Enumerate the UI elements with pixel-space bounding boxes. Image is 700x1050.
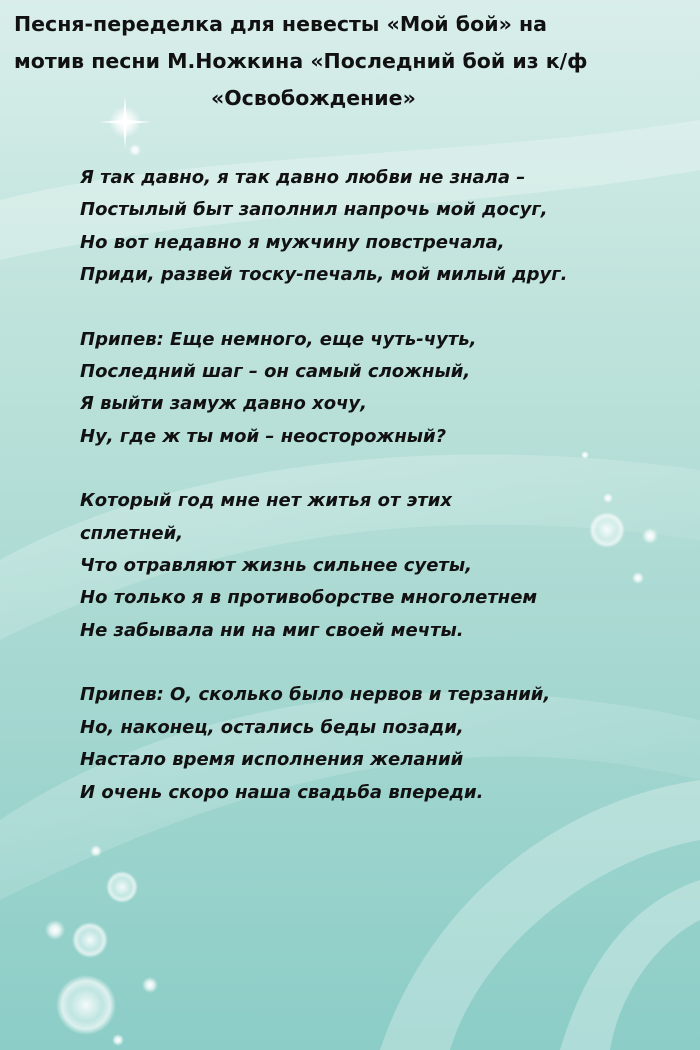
sparkle-icon bbox=[45, 920, 65, 940]
chorus-1 bbox=[80, 324, 680, 454]
sparkle-icon bbox=[142, 977, 158, 993]
lyric-line: Но только я в противоборстве многолетнем bbox=[80, 587, 538, 609]
lyric-line: Ну, где ж ты мой – неосторожный? bbox=[80, 425, 447, 447]
lyric-line: И очень скоро наша свадьба впереди. bbox=[80, 781, 484, 803]
lyric-line: Я так давно, я так давно любви не знала – bbox=[80, 167, 526, 188]
lyric-line: Припев: Еще немного, еще чуть-чуть, bbox=[80, 328, 477, 350]
sparkle-icon bbox=[112, 1034, 124, 1046]
verse-2 bbox=[80, 485, 680, 647]
sparkle-icon bbox=[72, 922, 108, 958]
lyric-line: Приди, развей тоску-печаль, мой милый друг. bbox=[80, 264, 568, 286]
lyrics bbox=[80, 162, 680, 841]
sparkle-icon bbox=[129, 144, 141, 156]
swirl-band bbox=[560, 880, 700, 1050]
lyric-line: Что отравляют жизнь сильнее суеты, bbox=[80, 555, 472, 577]
sparkle-icon bbox=[106, 871, 138, 903]
sparkle-icon bbox=[90, 845, 102, 857]
lyric-line: Припев: О, сколько было нервов и терзаний, bbox=[80, 684, 551, 706]
lyric-line: Но, наконец, остались беды позади, bbox=[80, 716, 464, 738]
page-title bbox=[14, 6, 686, 117]
chorus-2 bbox=[80, 679, 680, 809]
lyric-line: Постылый быт заполнил напрочь мой досуг, bbox=[80, 199, 548, 221]
title-line: «Освобождение» bbox=[211, 86, 416, 110]
lyric-line: Который год мне нет житья от этих bbox=[80, 490, 453, 512]
verse-1 bbox=[80, 162, 680, 292]
title-line: Песня-переделка для невесты «Мой бой» на bbox=[14, 12, 547, 36]
sparkle-icon bbox=[56, 975, 116, 1035]
lyric-line: Не забывала ни на миг своей мечты. bbox=[80, 619, 464, 641]
lyric-line: Но вот недавно я мужчину повстречала, bbox=[80, 231, 505, 253]
title-line: мотив песни М.Ножкина «Последний бой из к/ф bbox=[14, 49, 588, 73]
lyric-line: Настало время исполнения желаний bbox=[80, 749, 464, 771]
lyric-line: Последний шаг – он самый сложный, bbox=[80, 361, 471, 383]
lyric-line: Я выйти замуж давно хочу, bbox=[80, 393, 367, 415]
lyric-line: сплетней, bbox=[80, 522, 184, 544]
